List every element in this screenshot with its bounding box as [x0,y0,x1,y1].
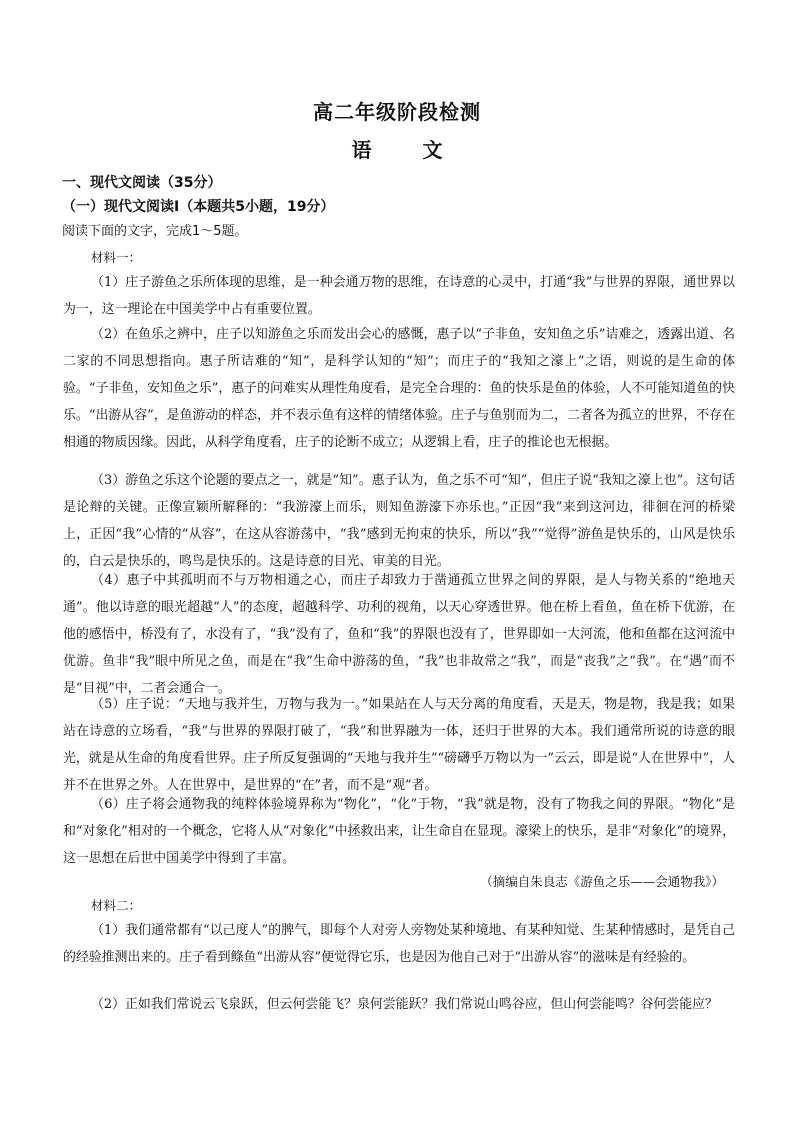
material-two-label: 材料二： [91,898,142,913]
material-one-paragraph: （5）庄子说：“天地与我并生，万物与我为一。”如果站在人与天分离的角度看，天是天，物是物，我是我；如果站在诗意的立场看，“我”与世界的界限打破了，“我”和世界融为一体，还归于世界的大本。我们通常所说的诗意的眼光，就是从生命的角度看世界。庄子所反复强调的“天地与我并生”“磅礴乎万物以为一”云云，即是说“人在世界中”，人并不在世界之外。人在世界中，是世界的“在”者，而不是“观”者。 [63,697,735,793]
exam-title: 高二年级阶段检测 [313,100,481,124]
material-one-paragraph: （6）庄子将会通物我的纯粹体验境界称为“物化”，“化”于物，“我”就是物，没有了物我之间的界限。“物化”是和“对象化”相对的一个概念，它将人从“对象化”中拯救出来，让生命自在显现。濠梁上的快乐，是非“对象化”的境界，这一思想在后世中国美学中得到了丰富。 [63,797,735,866]
material-one-paragraph: （2）在鱼乐之辨中，庄子以知游鱼之乐而发出会心的感慨，惠子以“子非鱼，安知鱼之乐”诘难之，透露出道、名二家的不同思想指向。惠子所诘难的“知”，是科学认知的“知”；而庄子的“我知之濠上”之语，则说的是生命的体验。“子非鱼，安知鱼之乐”，惠子的问难实从理性角度看，是完全合理的：鱼的快乐是鱼的体验，人不可能知道鱼的快乐。“出游从容”，是鱼游动的样态，并不表示鱼有这样的情绪体验。庄子与鱼别而为二，二者各为孤立的世界，不存在相通的物质因缘。因此，从科学角度看，庄子的论断不成立；从逻辑上看，庄子的推论也无根据。 [63,327,735,450]
material-two-paragraph: （1）我们通常都有“以己度人”的脾气，即每个人对旁人旁物处某种境地、有某种知觉、生某种情感时，是凭自己的经验推测出来的。庄子看到鲦鱼“出游从容”便觉得它乐，也是因为他自己对于“出游从容”的滋味是有经验的。 [63,923,735,965]
subsection-heading: （一）现代文阅读Ⅰ（本题共5小题，19分） [62,199,335,215]
material-one-paragraph: （1）庄子游鱼之乐所体现的思维，是一种会通万物的思维，在诗意的心灵中，打通“我”与世界的界限，通世界以为一，这一理论在中国美学中占有重要位置。 [63,275,735,317]
subject-title: 语 文 [351,138,465,162]
instruction-text: 阅读下面的文字，完成1～5题。 [62,224,248,239]
material-two-paragraph: （2）正如我们常说云飞泉跃，但云何尝能飞？泉何尝能跃？我们常说山鸣谷应，但山何尝能鸣？谷何尝能应？ [91,997,718,1012]
material-one-paragraph: （3）游鱼之乐这个论题的要点之一，就是“知”。惠子认为，鱼之乐不可“知”，但庄子说“我知之濠上也”。这句话是论辩的关键。正像宣颖所解释的：“我游濠上而乐，则知鱼游濠下亦乐也。”正因“我”来到这河边，徘徊在河的桥梁上，正因“我”心情的“从容”，在这从容游荡中，“我”感到无拘束的快乐，所以“我”“觉得”游鱼是快乐的，山风是快乐的，白云是快乐的，鸣鸟是快乐的。这是诗意的目光、审美的目光。 [63,473,735,569]
section-heading: 一、现代文阅读（35分） [62,175,222,191]
citation: （摘编自朱良志《游鱼之乐——会通物我》） [480,874,724,889]
material-one-paragraph: （4）惠子中其孤明而不与万物相通之心，而庄子却致力于凿通孤立世界之间的界限，是人与物关系的“绝地天通”。他以诗意的眼光超越“人”的态度，超越科学、功利的视角，以天心穿透世界。他在桥上看鱼，鱼在桥下优游，在他的感悟中，桥没有了，水没有了，“我”没有了，鱼和“我”的界限也没有了，世界即如一大河流，他和鱼都在这河流中优游。鱼非“我”眼中所见之鱼，而是在“我”生命中游荡的鱼，“我”也非故常之“我”，而是“丧我”之“我”。在“遇”而不是“目视”中，二者会通合一。 [63,573,735,696]
material-one-label: 材料一： [91,250,142,265]
